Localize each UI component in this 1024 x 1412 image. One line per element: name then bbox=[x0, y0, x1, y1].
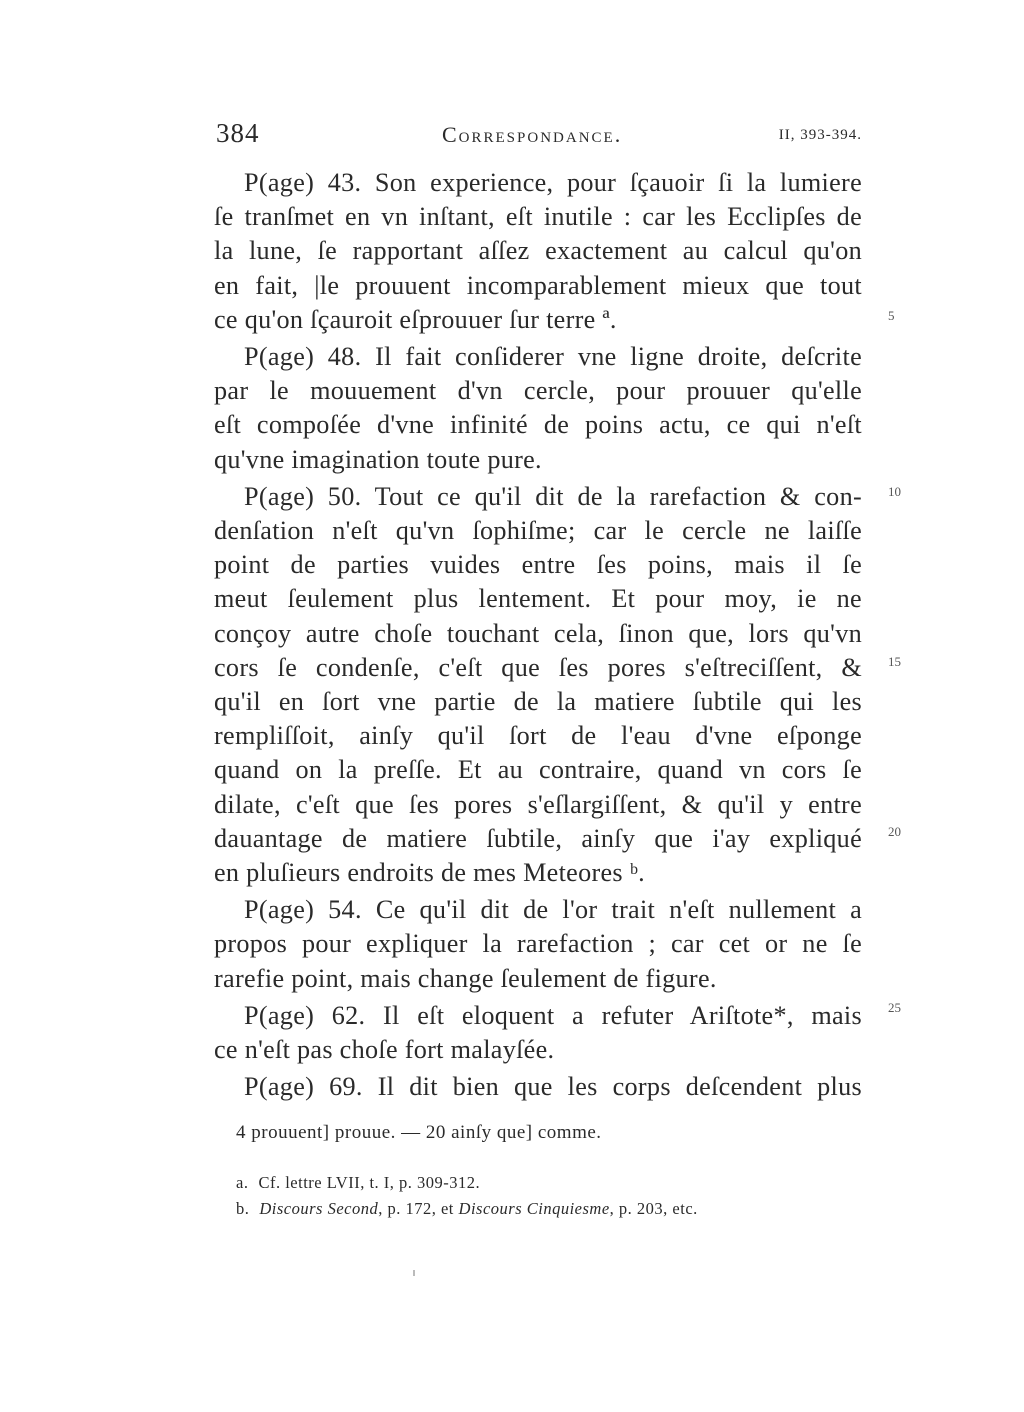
print-speck bbox=[413, 1270, 415, 1276]
text-line: ce n'eſt pas choſe fort malayſée. bbox=[214, 1035, 555, 1065]
text-line: meut ſeulement plus lentement. Et pour moy, ie ne bbox=[214, 584, 862, 614]
text-line: denſation n'eſt qu'vn ſophiſme; car le cercle ne laiſſe bbox=[214, 516, 862, 546]
text-line: point de parties vuides entre ſes poins, mais il ſe bbox=[214, 550, 862, 580]
page-reference: II, 393-394. bbox=[778, 127, 862, 143]
text-line: P(age) 48. Il fait conſiderer vne ligne droite, deſcrite bbox=[244, 342, 862, 372]
footnote-title: Discours Second bbox=[259, 1199, 379, 1218]
text-line: rempliſſoit, ainſy qu'il ſort de l'eau d'vne eſponge bbox=[214, 721, 862, 751]
body-text bbox=[214, 166, 862, 1107]
text-line: eſt compoſée d'vne infinité de poins actu, ce qui n'eſt bbox=[214, 410, 862, 440]
text-line: cors ſe condenſe, c'eſt que ſes pores s'eſtreciſſent, & bbox=[214, 652, 862, 682]
text-line: rarefie point, mais change ſeulement de figure. bbox=[214, 963, 717, 993]
text-line: en fait, |le prouuent incomparablement mieux que tout bbox=[214, 270, 862, 300]
text-line: P(age) 69. Il dit bien que les corps deſcendent plus bbox=[244, 1072, 862, 1102]
footnote bbox=[236, 1170, 698, 1196]
footnote-text: , p. 203, etc. bbox=[609, 1199, 698, 1218]
paragraph bbox=[214, 340, 862, 477]
running-title: Correspondance. bbox=[442, 122, 623, 147]
text-line: par le mouuement d'vn cercle, pour prouuer qu'elle bbox=[214, 376, 862, 406]
text-line: ſe tranſmet en vn inſtant, eſt inutile : car les Ecclipſes de bbox=[214, 202, 862, 232]
text-line: en pluſieurs endroits de mes Meteores ᵇ. bbox=[214, 858, 645, 888]
page-number: 384 bbox=[216, 118, 260, 148]
footnote-text: , p. 172, et bbox=[378, 1199, 459, 1218]
paragraph bbox=[214, 999, 862, 1067]
text-line: propos pour expliquer la rarefaction ; car cet or ne ſe bbox=[214, 929, 862, 959]
text-line: dauantage de matiere ſubtile, ainſy que i'ay expliqué bbox=[214, 823, 862, 853]
footnote-label: a. bbox=[236, 1173, 249, 1192]
text-line: P(age) 43. Son experience, pour ſçauoir ſi la lumiere bbox=[244, 168, 862, 197]
text-line: conçoy autre choſe touchant cela, ſinon que, lors qu'vn bbox=[214, 618, 862, 648]
line-number: 5 bbox=[888, 308, 895, 323]
running-header bbox=[214, 118, 866, 152]
paragraph bbox=[214, 1070, 862, 1104]
footnote-label: b. bbox=[236, 1199, 250, 1218]
text-line: la lune, ſe rapportant aſſez exactement au calcul qu'on bbox=[214, 236, 862, 266]
line-number: 20 bbox=[888, 824, 901, 839]
line-number: 15 bbox=[888, 654, 901, 669]
footnote-text: Cf. lettre LVII, t. I, p. 309-312. bbox=[258, 1173, 481, 1192]
text-line: P(age) 54. Ce qu'il dit de l'or trait n'eſt nullement a bbox=[244, 895, 862, 925]
paragraph bbox=[214, 480, 862, 890]
line-number: 25 bbox=[888, 1000, 901, 1015]
text-line: qu'vne imagination toute pure. bbox=[214, 444, 542, 474]
text-line: dilate, c'eſt que ſes pores s'eſlargiſſent, & qu'il y entre bbox=[214, 789, 862, 819]
line-number: 10 bbox=[888, 484, 901, 499]
text-line: qu'il en ſort vne partie de la matiere ſubtile qui les bbox=[214, 687, 862, 717]
text-line: P(age) 62. Il eſt eloquent a refuter Ariſtote*, mais bbox=[244, 1000, 862, 1030]
footnotes bbox=[236, 1170, 698, 1222]
text-line: quand on la preſſe. Et au contraire, quand vn cors ſe bbox=[214, 755, 862, 785]
paragraph bbox=[214, 893, 862, 996]
text-line: ce qu'on ſçauroit eſprouuer ſur terre ª. bbox=[214, 304, 617, 334]
text-line: P(age) 50. Tout ce qu'il dit de la rarefaction & con- bbox=[244, 481, 862, 511]
footnote-title: Discours Cinquiesme bbox=[458, 1199, 610, 1218]
footnote bbox=[236, 1196, 698, 1222]
paragraph bbox=[214, 166, 862, 337]
critical-apparatus: 4 prouuent] prouue. — 20 ainſy que] comme. bbox=[236, 1122, 602, 1143]
